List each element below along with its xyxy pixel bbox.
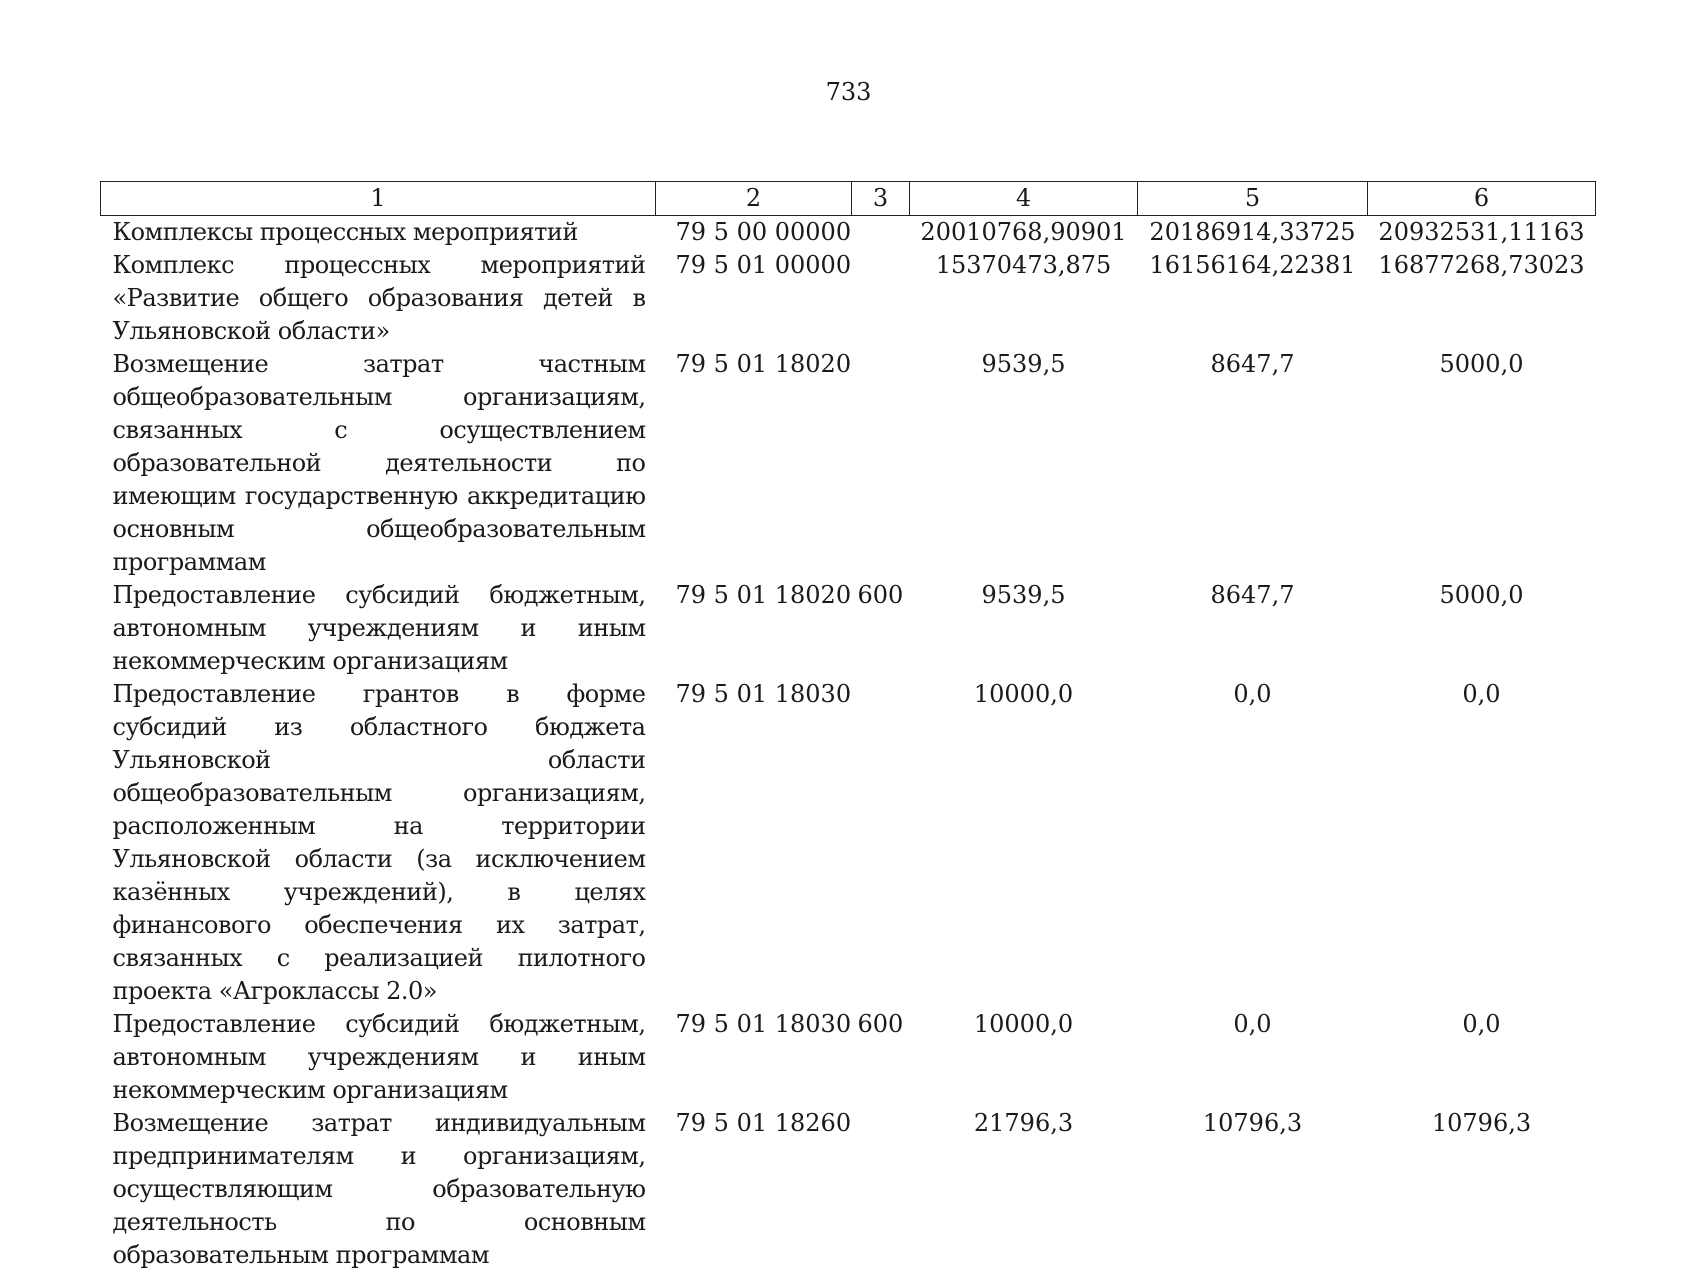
row-code: 79 5 01 18020 <box>675 581 852 609</box>
row-value-4: 10000,0 <box>973 680 1074 708</box>
table-row <box>101 1107 1596 1272</box>
row-value-6: 5000,0 <box>1439 350 1524 378</box>
row-value-5: 0,0 <box>1233 680 1272 708</box>
row-name: Предоставление грантов в форме субсидий из областного бюджета Ульяновской области общеобразовательным организациям, расположенным на территории Ульяновской области (за исключением казённых учреждений), в целях финансового обеспечения их затрат, связанных с реализацией пилотного проекта «Агроклассы 2.0» <box>112 680 646 1005</box>
row-expense-type <box>852 348 910 579</box>
row-value-5: 8647,7 <box>1210 350 1295 378</box>
row-name: Предоставление субсидий бюджетным, автономным учреждениям и иным некоммерческим организациям <box>112 1010 646 1104</box>
row-expense-type <box>852 249 910 348</box>
table-row <box>101 678 1596 1008</box>
row-value-6: 0,0 <box>1462 1010 1501 1038</box>
row-value-5: 20186914,33725 <box>1149 218 1356 246</box>
row-code: 79 5 01 18260 <box>675 1109 852 1137</box>
row-value-4: 20010768,90901 <box>920 218 1127 246</box>
row-value-6: 5000,0 <box>1439 581 1524 609</box>
page-number: 733 <box>825 78 872 106</box>
row-expense-type <box>852 216 910 250</box>
budget-table <box>100 181 1596 1272</box>
row-code: 79 5 01 18030 <box>675 1010 852 1038</box>
row-value-4: 9539,5 <box>981 581 1066 609</box>
row-value-6: 10796,3 <box>1431 1109 1532 1137</box>
column-header: 6 <box>1368 182 1596 216</box>
column-header: 1 <box>101 182 656 216</box>
table-row <box>101 348 1596 579</box>
row-name: Возмещение затрат частным общеобразовательным организациям, связанных с осуществлением образовательной деятельности по имеющим государственную аккредитацию основным общеобразовательным программам <box>112 350 646 576</box>
row-name: Комплексы процессных мероприятий <box>112 218 578 246</box>
row-code: 79 5 01 18020 <box>675 350 852 378</box>
row-value-4: 15370473,875 <box>935 251 1112 279</box>
table-row <box>101 216 1596 250</box>
table-row <box>101 1008 1596 1107</box>
row-expense-type <box>852 678 910 1008</box>
row-expense-type: 600 <box>857 581 904 609</box>
row-value-5: 10796,3 <box>1202 1109 1303 1137</box>
row-value-5: 8647,7 <box>1210 581 1295 609</box>
row-name: Предоставление субсидий бюджетным, автономным учреждениям и иным некоммерческим организациям <box>112 581 646 675</box>
row-value-5: 0,0 <box>1233 1010 1272 1038</box>
column-header: 2 <box>656 182 852 216</box>
row-value-5: 16156164,22381 <box>1149 251 1356 279</box>
row-value-4: 10000,0 <box>973 1010 1074 1038</box>
row-code: 79 5 01 18030 <box>675 680 852 708</box>
row-code: 79 5 00 00000 <box>675 218 852 246</box>
row-value-6: 16877268,73023 <box>1378 251 1585 279</box>
row-value-4: 21796,3 <box>973 1109 1074 1137</box>
row-value-4: 9539,5 <box>981 350 1066 378</box>
table-row <box>101 249 1596 348</box>
table-row <box>101 579 1596 678</box>
column-header: 4 <box>910 182 1138 216</box>
row-code: 79 5 01 00000 <box>675 251 852 279</box>
column-header: 3 <box>852 182 910 216</box>
row-value-6: 20932531,11163 <box>1378 218 1585 246</box>
row-value-6: 0,0 <box>1462 680 1501 708</box>
table-header-row <box>101 182 1596 216</box>
row-name: Комплекс процессных мероприятий «Развитие общего образования детей в Ульяновской области» <box>112 251 646 345</box>
column-header: 5 <box>1138 182 1368 216</box>
row-expense-type <box>852 1107 910 1272</box>
row-name: Возмещение затрат индивидуальным предпринимателям и организациям, осуществляющим образовательную деятельность по основным образовательным программам <box>112 1109 646 1269</box>
row-expense-type: 600 <box>857 1010 904 1038</box>
